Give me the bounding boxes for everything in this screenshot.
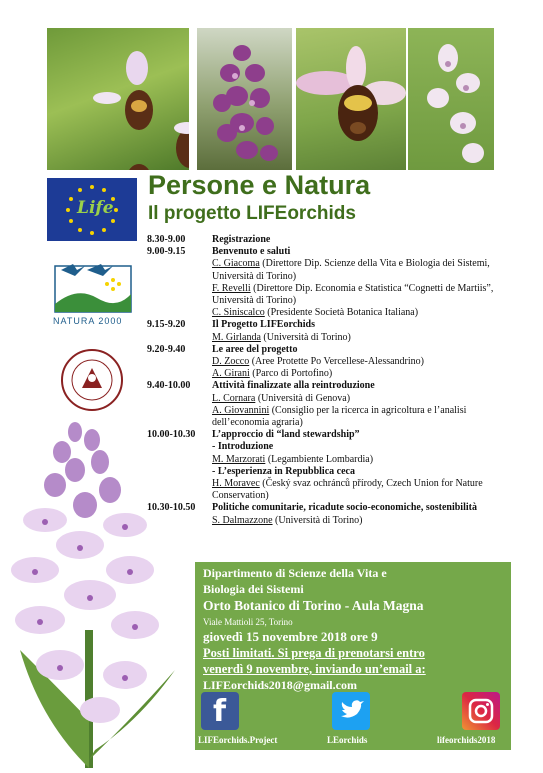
- natura-birds-icon: [47, 256, 137, 314]
- speaker-name: A. Girani: [212, 368, 250, 380]
- programme-item: [147, 502, 503, 526]
- speaker: [212, 332, 503, 344]
- programme-time: 10.00-10.30: [147, 429, 196, 441]
- speaker: [212, 283, 503, 307]
- speaker-name: L. Cornara: [212, 392, 256, 404]
- speaker: [212, 478, 503, 502]
- ophrys-bee-orchid-image: [47, 28, 189, 170]
- programme-time: 9.15-9.20: [147, 319, 186, 331]
- speaker-affiliation: (Český svaz ochránců přírody, Czech Union for Nature Conservation): [212, 478, 483, 502]
- programme-list: [147, 234, 503, 527]
- page-title: Persone e Natura: [148, 170, 371, 200]
- programme-title: L’approccio di “land stewardship”: [212, 429, 360, 441]
- programme-title: Le aree del progetto: [212, 343, 298, 355]
- speaker-name: M. Girlanda: [212, 331, 261, 343]
- speaker-affiliation: (Consiglio per la ricerca in agricoltura e l’analisi dell’economia agraria): [212, 404, 467, 429]
- programme-subtitle: - Introduzione: [212, 441, 274, 453]
- speaker: [212, 515, 503, 527]
- speaker-affiliation: (Università di Torino): [272, 514, 363, 526]
- speaker-affiliation: (Direttore Dip. Scienze della Vita e Biologia dei Sistemi, Università di Torino): [212, 258, 490, 282]
- programme-title: Registrazione: [212, 234, 271, 245]
- speaker-name: S. Dalmazzone: [212, 514, 273, 526]
- programme-time: 9.20-9.40: [147, 343, 186, 355]
- speaker-name: F. Revelli: [212, 282, 251, 294]
- speaker: [212, 405, 503, 429]
- facebook-handle[interactable]: LIFEorchids.Project: [198, 735, 278, 745]
- speaker: [212, 307, 503, 319]
- speaker-affiliation: (Università di Genova): [255, 392, 351, 404]
- life-logo-text: Life: [77, 198, 114, 218]
- speaker: [212, 393, 503, 405]
- facebook-icon[interactable]: f: [201, 692, 239, 730]
- venue-address: Viale Mattioli 25, Torino: [203, 617, 293, 627]
- contact-email[interactable]: LIFEorchids2018@gmail.com: [203, 678, 357, 692]
- university-seal-logo: [60, 348, 124, 412]
- speaker-affiliation: (Legambiente Lombardia): [265, 453, 374, 465]
- venue-place: Orto Botanico di Torino - Aula Magna: [203, 598, 424, 613]
- instagram-handle[interactable]: lifeorchids2018: [437, 735, 496, 745]
- programme-time: 8.30-9.00: [147, 234, 186, 245]
- programme-item: [147, 246, 503, 319]
- page-subtitle: Il progetto LIFEorchids: [148, 203, 356, 224]
- speaker-name: M. Marzorati: [212, 453, 266, 465]
- instagram-icon[interactable]: [462, 692, 500, 730]
- event-date: giovedì 15 novembre 2018 ore 9: [203, 629, 378, 644]
- orchid-photo-2: [197, 28, 292, 170]
- speaker: [212, 454, 503, 466]
- speaker-affiliation: (Parco di Portofino): [249, 368, 333, 380]
- purple-orchid-image: [197, 28, 292, 170]
- programme-item: [147, 234, 503, 246]
- orchid-photo-4: [408, 28, 494, 170]
- pale-orchid-image: [408, 28, 494, 170]
- speaker-affiliation: (Università di Torino): [260, 331, 351, 343]
- seal-icon: [60, 348, 124, 412]
- twitter-handle[interactable]: LEorchids: [327, 735, 368, 745]
- programme-title: Attività finalizzate alla reintroduzione: [212, 380, 375, 392]
- department-line-2: Biologia dei Sistemi: [203, 582, 304, 596]
- speaker-name: C. Siniscalco: [212, 307, 265, 319]
- twitter-icon[interactable]: [332, 692, 370, 730]
- speaker-name: C. Giacoma: [212, 258, 260, 270]
- programme-title: Benvenuto e saluti: [212, 246, 291, 258]
- speaker-affiliation: (Direttore Dip. Economia e Statistica “Cognetti de Martiis”, Università di Torino): [212, 282, 494, 307]
- programme-item: [147, 429, 503, 502]
- programme-item: [147, 380, 503, 429]
- department-line-1: Dipartimento di Scienze della Vita e: [203, 566, 387, 580]
- programme-time: 9.00-9.15: [147, 246, 186, 258]
- speaker: [212, 368, 503, 380]
- registration-notice-1: Posti limitati. Si prega di prenotarsi entro: [203, 646, 425, 660]
- eu-life-logo: [47, 178, 137, 241]
- speaker-affiliation: (Aree Protette Po Vercellese-Alessandrino): [249, 356, 424, 368]
- speaker-name: A. Giovannini: [212, 404, 270, 416]
- programme-item: [147, 319, 503, 343]
- speaker-affiliation: (Presidente Società Botanica Italiana): [264, 307, 419, 319]
- speaker: [212, 258, 503, 282]
- programme-item: [147, 344, 503, 381]
- orchid-photo-1: [47, 28, 189, 170]
- orchid-photo-3: [296, 28, 406, 170]
- ophrys-orchid-closeup-image: [296, 28, 406, 170]
- programme-subtitle: - L’esperienza in Repubblica ceca: [212, 465, 355, 477]
- speaker-name: D. Zocco: [212, 356, 250, 368]
- speaker: [212, 356, 503, 368]
- natura-2000-logo: [47, 256, 137, 330]
- programme-title: Il Progetto LIFEorchids: [212, 319, 315, 331]
- natura-2000-label: NATURA 2000: [53, 316, 123, 326]
- programme-time: 9.40-10.00: [147, 380, 191, 392]
- programme-title: Politiche comunitarie, ricadute socio-economiche, sostenibilità: [212, 502, 477, 514]
- speaker-name: H. Moravec: [212, 478, 260, 490]
- programme-time: 10.30-10.50: [147, 502, 196, 514]
- registration-notice-2: venerdì 9 novembre, inviando un’email a:: [203, 662, 426, 676]
